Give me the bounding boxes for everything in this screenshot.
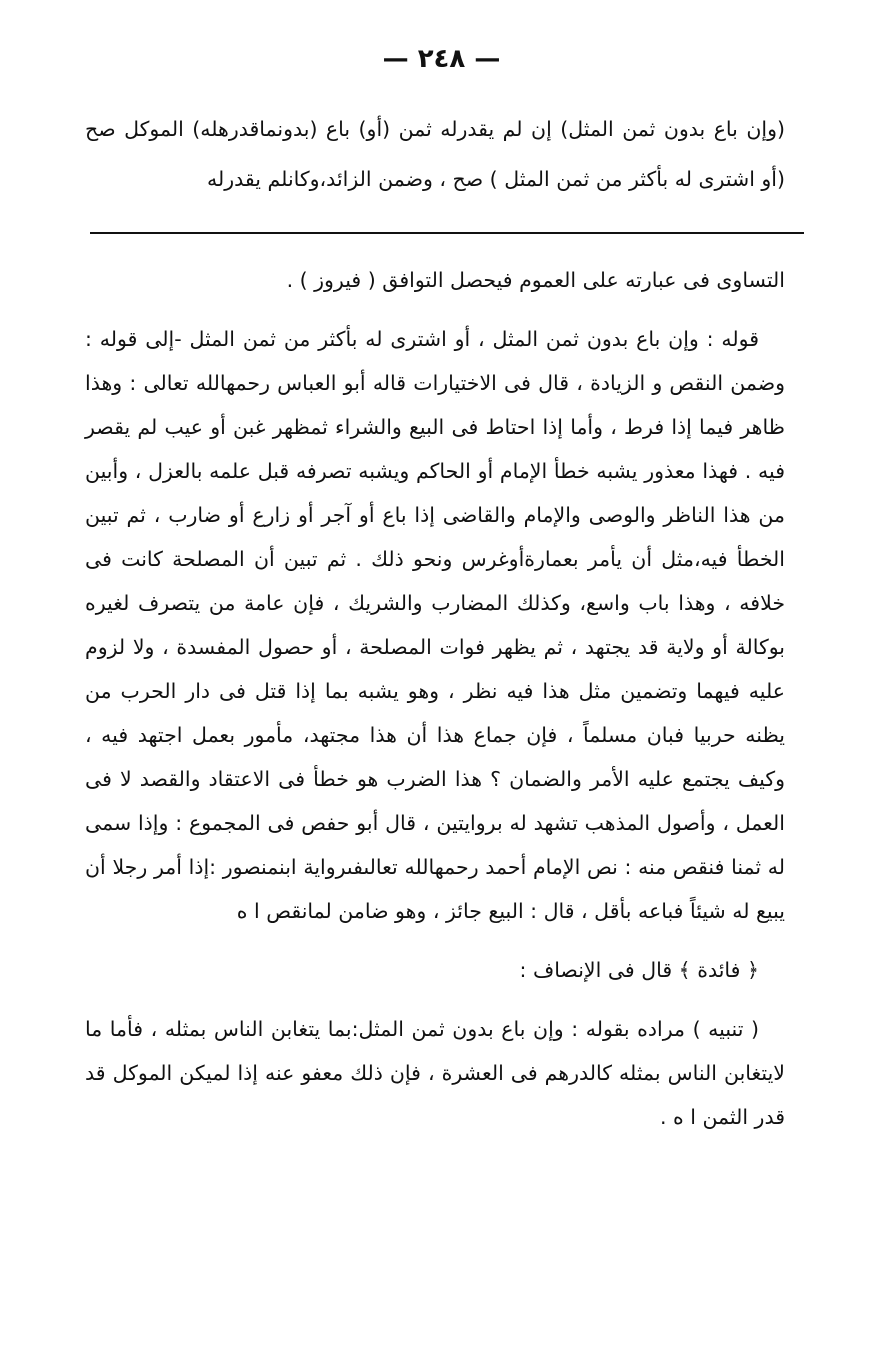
- paragraph-gap: [85, 992, 785, 1007]
- faida-heading: ﴿ فائدة ﴾ قال فى الإنصاف :: [519, 958, 759, 982]
- commentary-continuation: التساوى فى عبارته على العموم فيحصل التوافق ( فيروز ) .: [286, 268, 785, 292]
- commentary: [85, 258, 785, 1139]
- main-text: (وإن باع بدون ثمن المثل) إن لم يقدرله ثمن (أو) باع (بدونماقدرهله) الموكل صح (أو اشترى له بأكثر من ثمن المثل ) صح ، وضمن الزائد،وكانلم يقدرله: [85, 117, 785, 191]
- page-number: — ٢٤٨ —: [382, 44, 501, 74]
- tanbih-paragraph: ( تنبيه ) مراده بقوله : وإن باع بدون ثمن المثل:بما يتغابن الناس بمثله ، فأما ما لايتغابن الناس بمثله كالدرهم فى العشرة ، فإن ذلك معفو عنه إذا لميكن الموكل قد قدر الثمن ا ه .: [85, 1017, 785, 1129]
- paragraph-gap: [85, 933, 785, 948]
- separator-line: [90, 232, 804, 234]
- paragraph-gap: [85, 302, 785, 317]
- commentary-paragraph: قوله : وإن باع بدون ثمن المثل ، أو اشترى له بأكثر من ثمن المثل -إلى قوله : وضمن النقص و الزيادة ، قال فى الاختيارات قاله أبو العباس رحمهالله تعالى : وهذا ظاهر فيما إذا فرط ، وأما إذا احتاط فى البيع والشراء ثمظهر غبن أو عيب لم يقصر فيه . فهذا معذور يشبه خطأ الإمام أو الحاكم ويشبه تصرفه قبل علمه بالعزل ، وأبين من هذا الناظر والوصى والإمام والقاضى إذا باع أو آجر أو زارع أو ضارب ، ثم تبين الخطأ فيه،مثل أن يأمر بعمارةأوغرس ونحو ذلك . ثم تبين أن المصلحة كانت فى خلافه ، وهذا باب واسع، وكذلك المضارب والشريك ، فإن عامة من يتصرف لغيره بوكالة أو ولاية قد يجتهد ، ثم يظهر فوات المصلحة ، أو حصول المفسدة ، ولا لزوم عليه فيهما وتضمين مثل هذا فيه نظر ، وهو يشبه بما إذا قتل فى دار الحرب من يظنه حربيا فبان مسلماً ، فإن جماع هذا أن هذا مجتهد، مأمور بعمل اجتهد فيه ، وكيف يجتمع عليه الأمر والضمان ؟ هذا الضرب هو خطأ فى الاعتقاد والقصد لا فى العمل ، وأصول المذهب تشهد له بروايتين ، قال أبو حفص فى المجموع : وإذا سمى له ثمنا فنقص منه : نص الإمام أحمد رحمهالله تعالىفىرواية ابنمنصور :إذا أمر رجلا أن يبيع له شيئاً فباعه بأقل ، قال : البيع جائز ، وهو ضامن لمانقص ا ه: [85, 327, 785, 923]
